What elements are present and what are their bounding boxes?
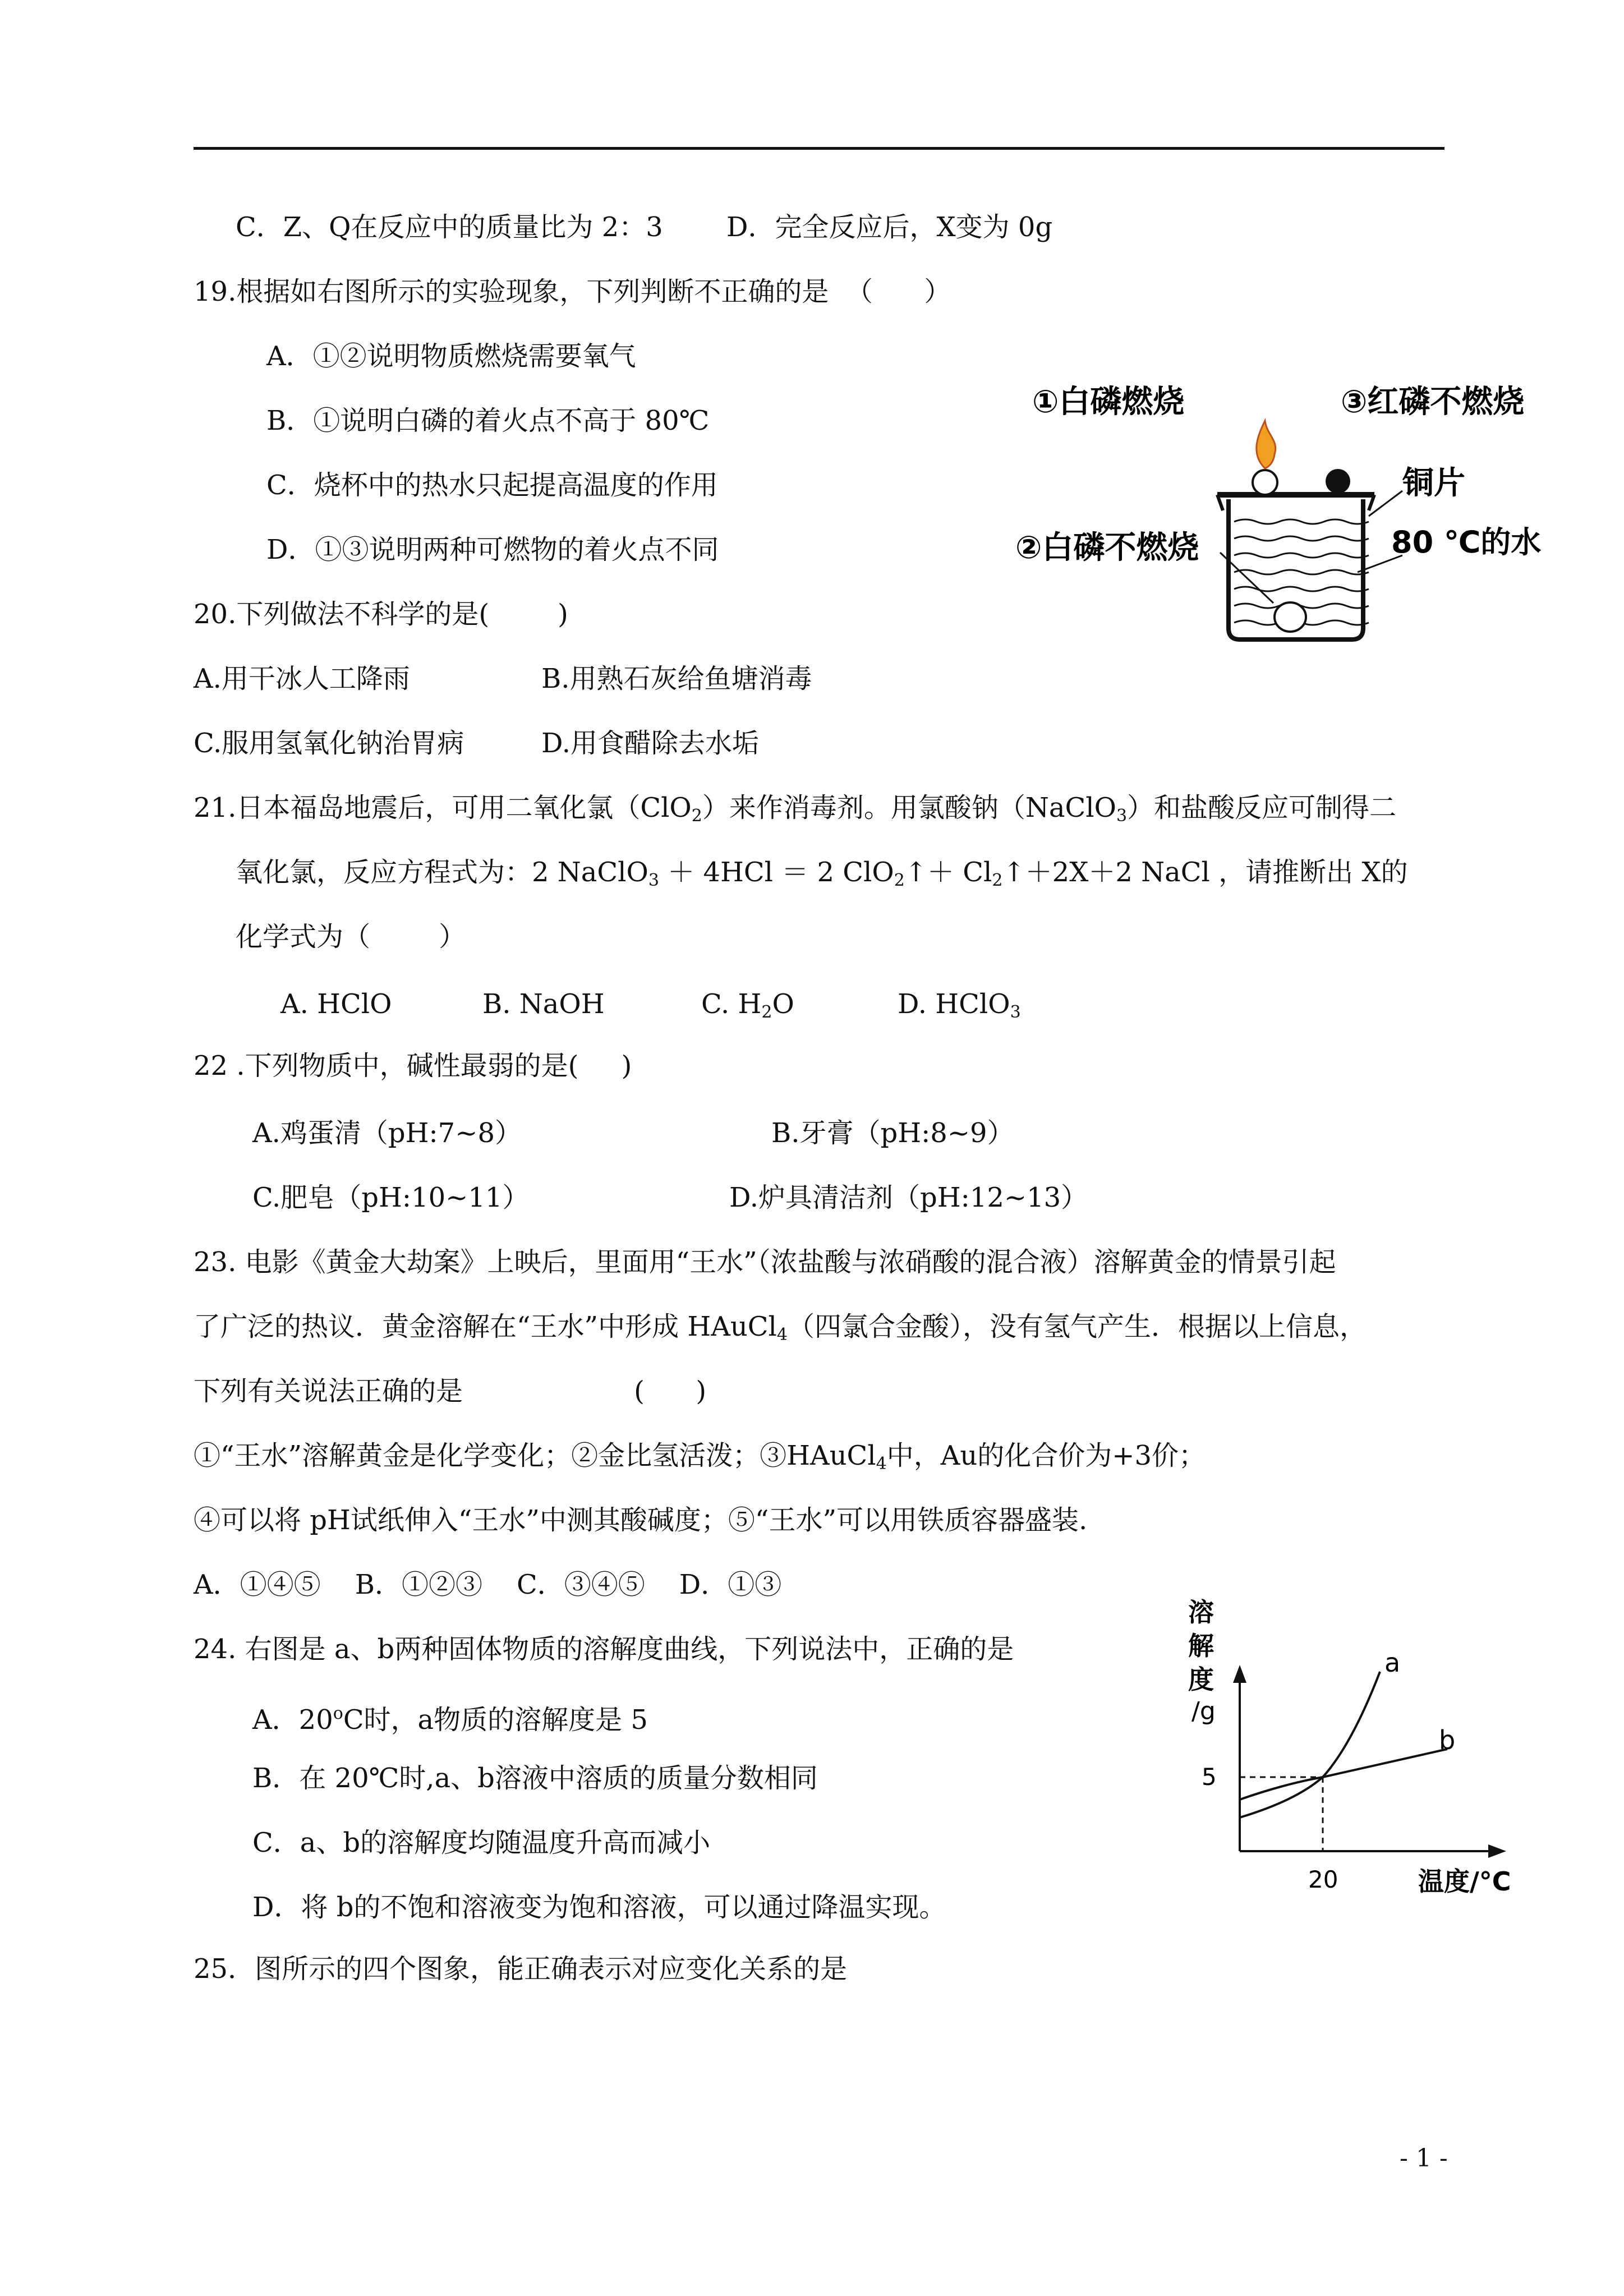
y-label-char-1: 溶	[1188, 1597, 1214, 1627]
q21-option-b: B. NaOH	[482, 988, 605, 1020]
x-tick-20: 20	[1308, 1866, 1338, 1893]
page-number: - 1 -	[1400, 2144, 1448, 2173]
q24-option-d: D．将 b的不饱和溶液变为饱和溶液，可以通过降温实现。	[252, 1892, 946, 1923]
q23-statements-2: ④可以将 pH试纸伸入“王水”中测其酸碱度；⑤“王水”可以用铁质容器盛装.	[194, 1504, 1088, 1536]
q23-options: A．①④⑤ B．①②③ C．③④⑤ D．①③	[194, 1569, 782, 1600]
y-tick-5: 5	[1202, 1763, 1217, 1791]
q25-stem: 25．图所示的四个图象，能正确表示对应变化关系的是	[194, 1953, 848, 1985]
q19-option-a: A．①②说明物质燃烧需要氧气	[266, 341, 636, 372]
q21-line-1: 21.日本福岛地震后，可用二氧化氯（ClO$_2$）来作消毒剂。用氯酸钠（NaClO$_3$）和盐酸反应可制得二	[194, 792, 1397, 826]
red-phosphorus-icon	[1326, 469, 1350, 494]
q24-stem: 24. 右图是 a、b两种固体物质的溶解度曲线，下列说法中，正确的是	[194, 1634, 1014, 1665]
q21-option-c: C. $H_2O$	[701, 988, 794, 1022]
q23-line-2: 了广泛的热议．黄金溶解在“王水”中形成 HAuCl$_4$（四氯合金酸），没有氢气产生．根据以上信息，	[194, 1311, 1367, 1345]
combustion-experiment-figure	[1010, 376, 1571, 645]
white-phosphorus-burning-icon	[1253, 470, 1277, 495]
x-label: 温度/°C	[1418, 1866, 1511, 1897]
q18-option-d: D．完全反应后，X变为 0g	[726, 211, 1053, 243]
q19-option-c: C．烧杯中的热水只起提高温度的作用	[266, 470, 718, 501]
q23-line-1: 23. 电影《黄金大劫案》上映后，里面用“王水”（浓盐酸与浓硝酸的混合液）溶解黄金的情景引起	[194, 1246, 1336, 1278]
q23-statements-1: ①“王水”溶解黄金是化学变化；②金比氢活泼；③HAuCl$_4$中，Au的化合价为+3价；	[194, 1440, 1206, 1474]
q19-option-d: D．①③说明两种可燃物的着火点不同	[266, 534, 719, 565]
q24-option-c: C．a、b的溶解度均随温度升高而减小	[252, 1827, 711, 1858]
x-axis-arrow-icon	[1488, 1844, 1506, 1858]
y-axis-arrow-icon	[1233, 1665, 1246, 1683]
series-label-a: a	[1384, 1648, 1401, 1678]
y-label-char-3: 度	[1188, 1664, 1214, 1695]
q22-stem: 22 .下列物质中，碱性最弱的是( )	[194, 1050, 632, 1082]
q23-line-3: 下列有关说法正确的是 ( )	[194, 1375, 707, 1407]
q20-option-b: B.用熟石灰给鱼塘消毒	[541, 663, 812, 694]
q20-option-c: C.服用氢氧化钠治胃病	[194, 728, 464, 759]
q21-option-d: D. HClO$_3$	[898, 988, 1021, 1022]
y-label-char-2: 解	[1188, 1631, 1214, 1661]
label-white-phosphorus-burning: ①白磷燃烧	[1032, 384, 1185, 420]
y-unit: /g	[1191, 1697, 1216, 1726]
q19-stem: 19.根据如右图所示的实验现象，下列判断不正确的是 （ ）	[194, 276, 951, 307]
series-label-b: b	[1439, 1725, 1456, 1755]
q22-option-b: B.牙膏（pH:8~9）	[771, 1117, 1014, 1149]
q18-option-c: C．Z、Q在反应中的质量比为 2：3	[236, 211, 663, 243]
q20-option-a: A.用干冰人工降雨	[194, 663, 410, 694]
q21-line-3: 化学式为（ ）	[236, 921, 466, 953]
curve-a	[1240, 1672, 1380, 1818]
q19-option-b: B．①说明白磷的着火点不高于 80℃	[266, 405, 710, 436]
q20-stem: 20.下列做法不科学的是( )	[194, 599, 568, 630]
label-copper-sheet: 铜片	[1402, 465, 1465, 501]
curve-b	[1240, 1749, 1447, 1800]
solubility-curve-chart	[1167, 1593, 1559, 1907]
white-phosphorus-underwater-icon	[1275, 602, 1306, 632]
q22-option-a: A.鸡蛋清（pH:7~8）	[252, 1117, 522, 1149]
label-red-phosphorus-not-burning: ③红磷不燃烧	[1341, 384, 1525, 420]
q22-option-d: D.炉具清洁剂（pH:12~13）	[729, 1182, 1088, 1213]
header-rule	[194, 147, 1444, 150]
q20-option-d: D.用食醋除去水垢	[541, 728, 760, 759]
q21-option-a: A. HClO	[280, 988, 392, 1020]
label-hot-water: 80 ℃的水	[1391, 524, 1542, 560]
q22-option-c: C.肥皂（pH:10~11）	[252, 1182, 530, 1213]
q21-line-2: 氧化氯，反应方程式为：2 NaClO$_3$ ＋ 4HCl ＝ 2 ClO$_2$↑＋ $Cl_2↑+2X+2$ NaCl ，请推断出 X的	[236, 857, 1408, 890]
label-white-phosphorus-not-burning: ②白磷不燃烧	[1015, 530, 1199, 566]
q24-option-b: B．在 20℃时,a、b溶液中溶质的质量分数相同	[252, 1763, 818, 1794]
flame-icon	[1257, 421, 1276, 468]
q24-option-a: A．20$^o$C时，a物质的溶解度是 5	[252, 1704, 648, 1736]
